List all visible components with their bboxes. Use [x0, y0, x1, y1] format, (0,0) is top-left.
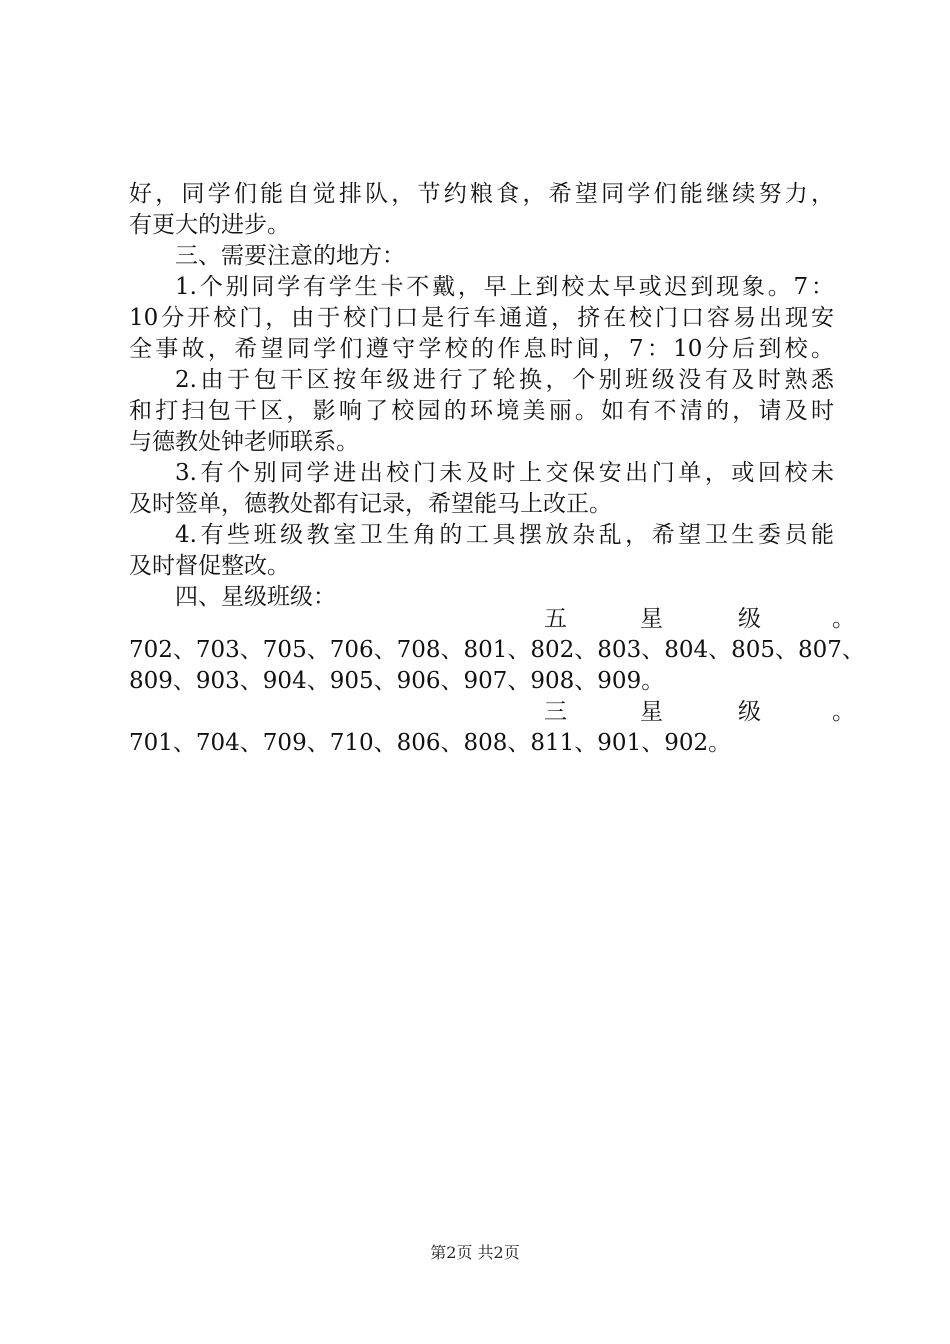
- paragraph-line: 及时督促整改。: [129, 553, 290, 579]
- paragraph-line: 及时签单，德教处都有记录，希望能马上改正。: [129, 491, 612, 517]
- section-heading: 三、需要注意的地方：: [175, 243, 405, 269]
- section-heading: 四、星级班级：: [175, 584, 336, 610]
- page-footer: 第2页 共2页: [430, 1243, 520, 1262]
- five-star-char: 。: [832, 606, 855, 632]
- paragraph-line: 和打扫包干区，影响了校园的环境美丽。如有不清的，请及时: [129, 398, 834, 424]
- paragraph-line: 与德教处钟老师联系。: [129, 429, 359, 455]
- paragraph-line: 2.由于包干区按年级进行了轮换，个别班级没有及时熟悉: [175, 367, 834, 393]
- five-star-classes-line: 809、903、904、905、906、907、908、909。: [129, 668, 665, 694]
- paragraph-line: 4.有些班级教室卫生角的工具摆放杂乱，希望卫生委员能: [175, 522, 834, 548]
- five-star-char: 星: [640, 606, 663, 632]
- paragraph-line: 有更大的进步。: [129, 212, 290, 238]
- three-star-char: 三: [544, 699, 567, 725]
- paragraph-line: 10分开校门，由于校门口是行车通道，挤在校门口容易出现安: [129, 305, 834, 331]
- three-star-char: 级: [738, 699, 761, 725]
- three-star-char: 。: [832, 699, 855, 725]
- three-star-classes-line: 701、704、709、710、806、808、811、901、902。: [129, 730, 732, 756]
- paragraph-line: 好，同学们能自觉排队，节约粮食，希望同学们能继续努力，: [129, 181, 834, 207]
- five-star-char: 级: [738, 606, 761, 632]
- paragraph-line: 3.有个别同学进出校门未及时上交保安出门单，或回校未: [175, 460, 834, 486]
- five-star-classes-line: 702、703、705、706、708、801、802、803、804、805、807、: [129, 637, 865, 663]
- paragraph-line: 全事故，希望同学们遵守学校的作息时间，7：10分后到校。: [129, 336, 834, 362]
- five-star-char: 五: [544, 606, 567, 632]
- paragraph-line: 1.个别同学有学生卡不戴，早上到校太早或迟到现象。7：: [175, 274, 834, 300]
- three-star-char: 星: [640, 699, 663, 725]
